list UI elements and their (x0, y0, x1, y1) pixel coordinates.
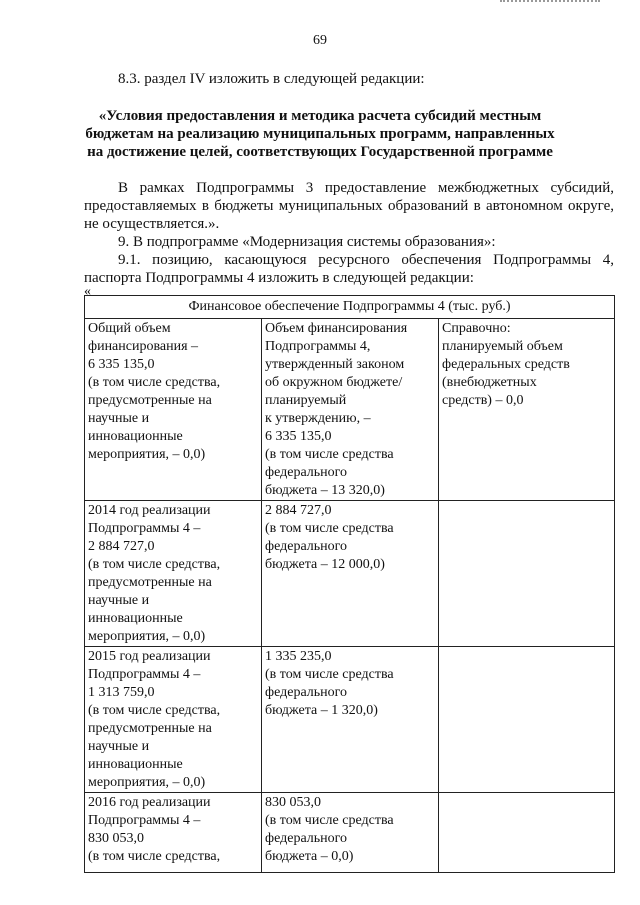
table-cell-empty (439, 647, 615, 793)
cell-text: 2 884 727,0 (88, 539, 155, 554)
cell-text: к утверждению, – (265, 411, 371, 426)
cell-text: 830 053,0 (265, 795, 321, 810)
cell-text: федерального (265, 831, 348, 846)
cell-text: 830 053,0 (88, 831, 144, 846)
cell-text: 2014 год реализации (88, 503, 211, 518)
cell-text: мероприятия, – 0,0) (88, 775, 206, 790)
cell-text: федерального (265, 465, 348, 480)
cell-text: Справочно: (442, 321, 511, 336)
cell-text: мероприятия, – 0,0) (88, 629, 206, 644)
cell-text: предусмотренные на (88, 721, 212, 736)
table-cell-year-2015 (85, 647, 262, 793)
cell-text: предусмотренные на (88, 575, 212, 590)
cell-text: инновационные (88, 757, 183, 772)
cell-text: мероприятия, – 0,0) (88, 447, 206, 462)
cell-text: Объем финансирования (265, 321, 408, 336)
cell-text: (в том числе средства, (88, 849, 221, 864)
table-row (85, 647, 615, 793)
cell-text: планируемый (265, 393, 347, 408)
cell-text: (в том числе средства, (88, 703, 221, 718)
cell-text: Общий объем (88, 321, 171, 336)
cell-text: (внебюджетных (442, 375, 537, 390)
cell-text: 1 313 759,0 (88, 685, 155, 700)
cell-text: утвержденный законом (265, 357, 405, 372)
cell-text: финансирования – (88, 339, 199, 354)
cell-text: бюджета – 13 320,0) (265, 483, 385, 498)
table-cell-empty (439, 501, 615, 647)
paragraph-line-4: 9. В подпрограмме «Модернизация системы образования»: (118, 234, 496, 250)
bold-title-line-2: бюджетам на реализацию муниципальных программ, направленных (85, 126, 555, 142)
scan-artifact-mark (500, 0, 600, 6)
cell-text: 2016 год реализации (88, 795, 211, 810)
table-cell-year-2016 (85, 793, 262, 873)
cell-text: научные и (88, 411, 150, 426)
paragraph-line-6: паспорта Подпрограммы 4 изложить в следующей редакции: (84, 270, 474, 286)
bold-title-line-3: на достижение целей, соответствующих Государственной программе (87, 144, 553, 160)
table-cell-year-2014 (85, 501, 262, 647)
table-cell-approved (262, 319, 439, 501)
cell-text: 2015 год реализации (88, 649, 211, 664)
cell-text: об окружном бюджете/ (265, 375, 403, 390)
cell-text: инновационные (88, 611, 183, 626)
cell-text: Подпрограммы 4 – (88, 521, 201, 536)
paragraph-line-5: 9.1. позицию, касающуюся ресурсного обеспечения Подпрограммы 4, (118, 252, 614, 268)
cell-text: 2 884 727,0 (265, 503, 332, 518)
cell-text: бюджета – 0,0) (265, 849, 354, 864)
bold-title-line-1: «Условия предоставления и методика расчета субсидий местным (98, 108, 542, 124)
section-heading: 8.3. раздел IV изложить в следующей редакции: (118, 71, 425, 87)
paragraph-line-1: В рамках Подпрограммы 3 предоставление межбюджетных субсидий, (118, 180, 614, 196)
cell-text: (в том числе средства (265, 521, 394, 536)
cell-text: Подпрограммы 4, (265, 339, 371, 354)
table-cell-empty (439, 793, 615, 873)
cell-text: (в том числе средства, (88, 557, 221, 572)
table-row (85, 501, 615, 647)
financing-table (84, 295, 615, 873)
paragraph-line-3: не осуществляется.». (84, 216, 220, 232)
page-number: 69 (313, 33, 327, 48)
table-row (85, 793, 615, 873)
table-cell-2015-amount (262, 647, 439, 793)
cell-text: Подпрограммы 4 – (88, 667, 201, 682)
opening-quote-mark: « (84, 284, 91, 299)
cell-text: 6 335 135,0 (265, 429, 332, 444)
cell-text: (в том числе средства (265, 667, 394, 682)
cell-text: бюджета – 12 000,0) (265, 557, 385, 572)
cell-text: научные и (88, 739, 150, 754)
table-header: Финансовое обеспечение Подпрограммы 4 (тыс. руб.) (85, 296, 615, 319)
table-cell-reference (439, 319, 615, 501)
cell-text: федерального (265, 539, 348, 554)
cell-text: (в том числе средства (265, 447, 394, 462)
cell-text: планируемый объем (442, 339, 563, 354)
cell-text: (в том числе средства, (88, 375, 221, 390)
cell-text: инновационные (88, 429, 183, 444)
table-row (85, 319, 615, 501)
table-header-row (85, 296, 615, 319)
table-cell-total (85, 319, 262, 501)
cell-text: научные и (88, 593, 150, 608)
cell-text: федеральных средств (442, 357, 570, 372)
table-cell-2016-amount (262, 793, 439, 873)
table-cell-2014-amount (262, 501, 439, 647)
cell-text: предусмотренные на (88, 393, 212, 408)
cell-text: средств) – 0,0 (442, 393, 524, 408)
paragraph-line-2: предоставляемых в бюджеты муниципальных образований в автономном округе, (84, 198, 614, 214)
cell-text: федерального (265, 685, 348, 700)
cell-text: 6 335 135,0 (88, 357, 155, 372)
cell-text: Подпрограммы 4 – (88, 813, 201, 828)
cell-text: бюджета – 1 320,0) (265, 703, 378, 718)
cell-text: 1 335 235,0 (265, 649, 332, 664)
cell-text: (в том числе средства (265, 813, 394, 828)
